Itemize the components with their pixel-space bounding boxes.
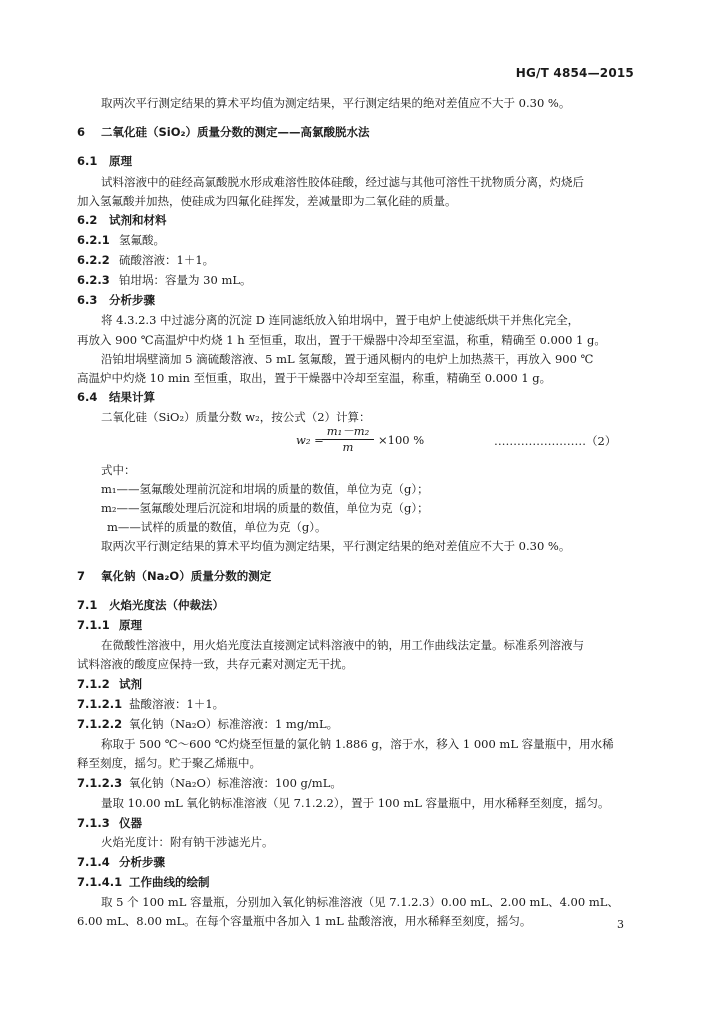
paragraph-line: 取 5 个 100 mL 容量瓶，分别加入氧化钠标准溶液（见 7.1.2.3）0.00 mL、2.00 mL、4.00 mL、 xyxy=(101,895,619,909)
section-number: 6 xyxy=(77,125,86,139)
formula-multiplier: ×100 % xyxy=(378,433,425,447)
paragraph-line: 在微酸性溶液中，用火焰光度法直接测定试料溶液中的钠，用工作曲线法定量。标准系列溶液与 xyxy=(101,638,584,652)
formula-denominator: m xyxy=(342,440,354,454)
clause-6-2-2 xyxy=(77,252,214,268)
paragraph-line: 量取 10.00 mL 氧化钠标准溶液（见 7.1.2.2），置于 100 mL 容量瓶中，用水稀释至刻度，摇匀。 xyxy=(101,796,610,810)
clause-number: 6.2.2 xyxy=(77,253,110,267)
section-number: 6.4 xyxy=(77,390,98,404)
clause-6-2-1 xyxy=(77,232,165,248)
section-number: 7.1.2 xyxy=(77,677,110,691)
formula-numerator: m₁－m₂ xyxy=(322,424,374,440)
section-number: 7.1.4 xyxy=(77,855,110,869)
section-number: 7 xyxy=(77,569,86,583)
section-heading-7 xyxy=(77,568,271,584)
clause-number: 6.2.3 xyxy=(77,273,110,287)
paragraph-line: 试料溶液中的硅经高氯酸脱水形成难溶性胶体硅酸，经过滤与其他可溶性干扰物质分离，灼烧后 xyxy=(101,175,584,189)
section-heading-7-1-3 xyxy=(77,815,142,831)
section-title: 试剂 xyxy=(119,677,142,691)
paragraph-line: 二氧化硅（SiO₂）质量分数 w₂，按公式（2）计算： xyxy=(101,410,371,424)
section-title: 火焰光度法（仲裁法） xyxy=(109,598,224,612)
clause-7-1-2-3 xyxy=(77,775,342,791)
section-title: 分析步骤 xyxy=(109,293,155,307)
paragraph-line: 将 4.3.2.3 中过滤分离的沉淀 D 连同滤纸放入铂坩埚中，置于电炉上使滤纸烘干并焦化完全， xyxy=(101,313,580,327)
section-heading-6-2 xyxy=(77,212,167,228)
clause-number: 7.1.2.3 xyxy=(77,776,123,790)
paragraph-line: 取两次平行测定结果的算术平均值为测定结果，平行测定结果的绝对差值应不大于 0.30 %。 xyxy=(101,539,571,553)
formula-lhs: w₂ = xyxy=(296,433,324,447)
section-heading-7-1 xyxy=(77,597,224,613)
formula-fraction xyxy=(322,424,374,455)
section-title: 原理 xyxy=(119,618,142,632)
equation-number: ……………………（2） xyxy=(494,434,617,448)
section-number: 7.1.3 xyxy=(77,816,110,830)
section-heading-7-1-4 xyxy=(77,854,165,870)
section-title: 氧化钠（Na₂O）质量分数的测定 xyxy=(101,569,272,583)
section-heading-7-1-4-1 xyxy=(77,874,210,890)
section-number: 7.1 xyxy=(77,598,98,612)
clause-number: 7.1.2.2 xyxy=(77,717,123,731)
section-title: 二氧化硅（SiO₂）质量分数的测定——高氯酸脱水法 xyxy=(101,125,370,139)
standard-code: HG/T 4854—2015 xyxy=(515,66,634,80)
paragraph-line: 火焰光度计：附有钠干涉滤光片。 xyxy=(101,835,274,849)
section-number: 6.2 xyxy=(77,213,98,227)
section-heading-6-1 xyxy=(77,153,132,169)
section-title: 工作曲线的绘制 xyxy=(129,875,210,889)
section-heading-7-1-1 xyxy=(77,617,142,633)
section-heading-6-4 xyxy=(77,389,155,405)
section-title: 试剂和材料 xyxy=(109,213,167,227)
clause-text: 铂坩埚：容量为 30 mL。 xyxy=(119,273,252,287)
clause-number: 7.1.2.1 xyxy=(77,697,123,711)
clause-text: 氧化钠（Na₂O）标准溶液：100 g/mL。 xyxy=(129,776,342,790)
variable-definition: m₁——氢氟酸处理前沉淀和坩埚的质量的数值，单位为克（g）； xyxy=(101,482,429,496)
clause-text: 盐酸溶液：1＋1。 xyxy=(129,697,225,711)
clause-text: 氢氟酸。 xyxy=(119,233,165,247)
paragraph-line: 高温炉中灼烧 10 min 至恒重，取出，置于干燥器中冷却至室温，称重，精确至 0.000 1 g。 xyxy=(77,371,552,385)
paragraph-line: 加入氢氟酸并加热，使硅成为四氟化硅挥发，差减量即为二氧化硅的质量。 xyxy=(77,194,457,208)
where-label: 式中： xyxy=(101,463,136,477)
clause-text: 氧化钠（Na₂O）标准溶液：1 mg/mL。 xyxy=(129,717,339,731)
paragraph-line: 称取于 500 ℃～600 ℃灼烧至恒量的氯化钠 1.886 g，溶于水，移入 1 000 mL 容量瓶中，用水稀 xyxy=(101,737,614,751)
paragraph-line: 沿铂坩埚壁滴加 5 滴硫酸溶液、5 mL 氢氟酸，置于通风橱内的电炉上加热蒸干，再放入 900 ℃ xyxy=(101,352,594,366)
section-title: 分析步骤 xyxy=(119,855,165,869)
page-number: 3 xyxy=(617,918,624,931)
section-title: 仪器 xyxy=(119,816,142,830)
paragraph-line: 6.00 mL、8.00 mL。在每个容量瓶中各加入 1 mL 盐酸溶液，用水稀释至刻度，摇匀。 xyxy=(77,914,532,928)
clause-6-2-3 xyxy=(77,272,252,288)
paragraph-line: 试料溶液的酸度应保持一致，共存元素对测定无干扰。 xyxy=(77,657,353,671)
section-number: 6.3 xyxy=(77,293,98,307)
section-number: 7.1.4.1 xyxy=(77,875,123,889)
paragraph-line: 释至刻度，摇匀。贮于聚乙烯瓶中。 xyxy=(77,756,261,770)
section-heading-6 xyxy=(77,124,370,140)
clause-7-1-2-1 xyxy=(77,696,224,712)
section-title: 结果计算 xyxy=(109,390,155,404)
variable-definition: m₂——氢氟酸处理后沉淀和坩埚的质量的数值，单位为克（g）； xyxy=(101,501,429,515)
paragraph-line: 取两次平行测定结果的算术平均值为测定结果，平行测定结果的绝对差值应不大于 0.30 %。 xyxy=(101,96,571,110)
section-heading-6-3 xyxy=(77,292,155,308)
clause-number: 6.2.1 xyxy=(77,233,110,247)
section-heading-7-1-2 xyxy=(77,676,142,692)
section-number: 6.1 xyxy=(77,154,98,168)
variable-definition: m——试样的质量的数值，单位为克（g）。 xyxy=(107,520,327,534)
clause-7-1-2-2 xyxy=(77,716,338,732)
section-title: 原理 xyxy=(109,154,132,168)
paragraph-line: 再放入 900 ℃高温炉中灼烧 1 h 至恒重，取出，置于干燥器中冷却至室温，称重，精确至 0.000 1 g。 xyxy=(77,333,606,347)
clause-text: 硫酸溶液：1＋1。 xyxy=(119,253,215,267)
section-number: 7.1.1 xyxy=(77,618,110,632)
